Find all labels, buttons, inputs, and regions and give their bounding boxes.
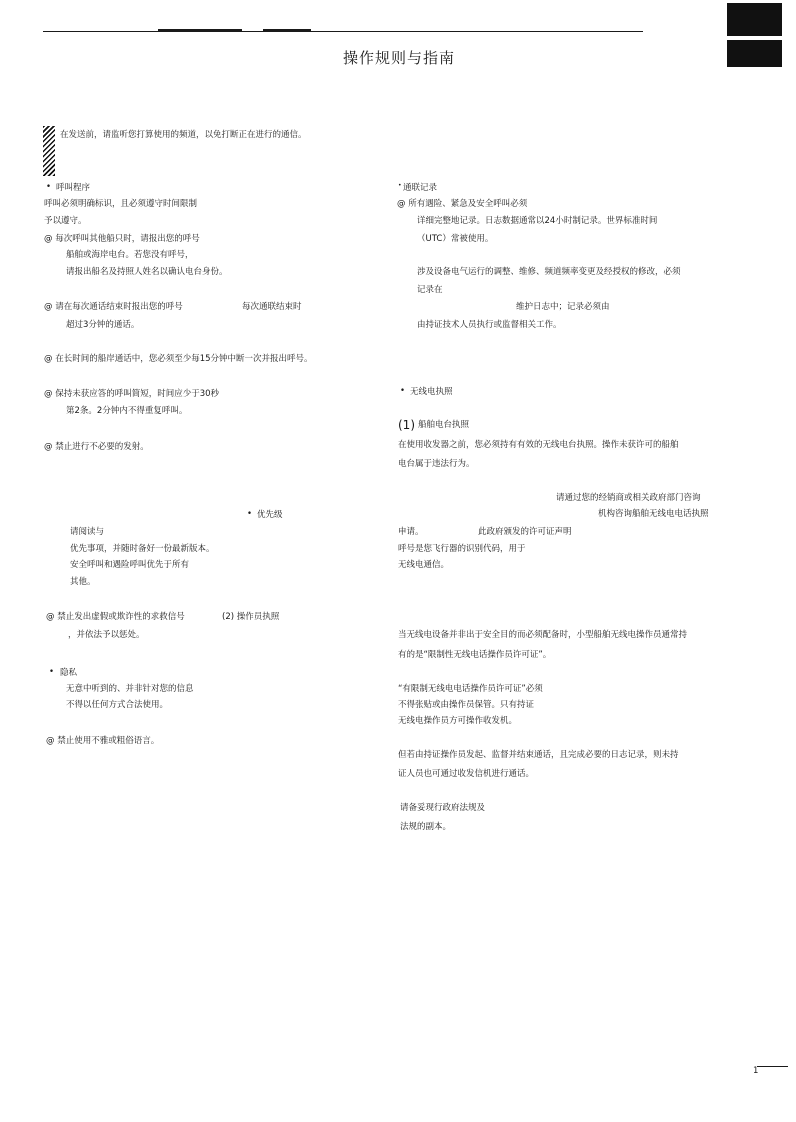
calling-line-9: @ 保持未获应答的呼叫简短，时间应少于30秒	[44, 389, 220, 399]
operator-line-2: 有的是“限制性无线电话操作员许可证”。	[398, 650, 552, 660]
logs-heading: 通联记录	[403, 183, 438, 193]
privacy-line-3: @ 禁止使用不雅或粗俗语言。	[46, 736, 160, 746]
operator-license-heading: (2) 操作员执照	[222, 612, 280, 622]
calling-line-7: 超过3分钟的通话。	[66, 320, 140, 330]
operator-line-5: 无线电操作员方可操作收发机。	[398, 716, 518, 726]
operator-line-1: 当无线电设备并非出于安全目的而必须配备时，小型船舶无线电操作员通常持	[398, 630, 688, 640]
page-number: 1	[753, 1066, 759, 1076]
logs-line-3: （UTC）常被使用。	[417, 234, 494, 244]
license-heading: 无线电执照	[410, 387, 453, 397]
logs-line-5: 记录在	[417, 285, 443, 295]
priority-line-3: 安全呼叫和遇险呼叫优先于所有	[70, 560, 190, 570]
calling-line-5: 请报出船名及持照人姓名以确认电台身份。	[66, 267, 228, 277]
priority-line-4: 其他。	[70, 577, 96, 587]
header-rule-accent-1	[158, 29, 242, 31]
privacy-heading: 隐私	[60, 668, 78, 678]
operator-line-7: 证人员也可通过收发信机进行通话。	[398, 769, 535, 779]
license-line-1: 在使用收发器之前，您必须持有有效的无线电台执照。操作未获许可的船舶	[398, 440, 679, 450]
license-line-5a: 申请。	[398, 527, 424, 537]
bullet-privacy: •	[49, 667, 55, 677]
logs-line-6: 维护日志中；记录必须由	[516, 302, 610, 312]
license-line-4: 机构咨询船舶无线电电话执照	[598, 509, 709, 519]
calling-line-10: 第2条。2分钟内不得重复呼叫。	[66, 406, 188, 416]
section-tab-bottom	[727, 40, 782, 67]
intro-note: 在发送前，请监听您打算使用的频道，以免打断正在进行的通信。	[60, 130, 307, 140]
license-line-6: 呼号是您飞行器的识别代码，用于	[398, 544, 526, 554]
station-license-heading: 船舶电台执照	[418, 420, 470, 430]
license-line-3: 请通过您的经销商或相关政府部门咨询	[556, 493, 701, 503]
priority-line-2: 优先事项，并随时备好一份最新版本。	[70, 544, 215, 554]
calling-line-4: 船舶或海岸电台。若您没有呼号，	[66, 250, 194, 260]
priority-line-5a: @ 禁止发出虚假或欺诈性的求救信号	[46, 612, 185, 622]
page-title: 操作规则与指南	[343, 49, 456, 67]
calling-line-1: 呼叫必须明确标识，且必须遵守时间限制	[44, 199, 198, 209]
calling-line-2: 予以遵守。	[44, 216, 87, 226]
privacy-line-1: 无意中听到的、并非针对您的信息	[66, 684, 194, 694]
bullet-calling: •	[46, 182, 52, 192]
calling-line-6b: 每次通联结束时	[242, 302, 302, 312]
calling-line-8: @ 在长时间的船岸通话中，您必须至少每15分钟中断一次并报出呼号。	[44, 354, 313, 364]
operator-line-8: 请备妥现行政府法规及	[400, 803, 486, 813]
logs-line-1: @ 所有遇险、紧急及安全呼叫必须	[397, 199, 528, 209]
header-rule	[43, 31, 643, 32]
license-line-7: 无线电通信。	[398, 560, 450, 570]
license-line-5b: 此政府颁发的许可证声明	[478, 527, 572, 537]
calling-line-3: @ 每次呼叫其他船只时，请报出您的呼号	[44, 234, 200, 244]
caution-hatch-icon	[43, 126, 55, 176]
station-license-number: (1)	[398, 418, 415, 432]
calling-line-6a: @ 请在每次通话结束时报出您的呼号	[44, 302, 183, 312]
bullet-priority: •	[247, 509, 253, 519]
logs-line-2: 详细完整地记录。日志数据通常以24小时制记录。世界标准时间	[417, 216, 658, 226]
operator-line-6: 但若由持证操作员发起、监督并结束通话，且完成必要的日志记录，则未持	[398, 750, 679, 760]
operator-line-4: 不得张贴或由操作员保管。只有持证	[398, 700, 535, 710]
operator-line-3: “有限制无线电电话操作员许可证”必须	[398, 684, 543, 694]
privacy-line-2: 不得以任何方式合法使用。	[66, 700, 169, 710]
operator-line-9: 法规的副本。	[400, 822, 452, 832]
priority-line-1: 请阅读与	[70, 527, 105, 537]
calling-line-11: @ 禁止进行不必要的发射。	[44, 442, 149, 452]
section-tab-top	[727, 3, 782, 36]
header-rule-accent-2	[263, 29, 311, 31]
logs-line-7: 由持证技术人员执行或监督相关工作。	[417, 320, 562, 330]
bullet-logs: •	[398, 182, 402, 189]
logs-line-4: 涉及设备电气运行的调整、维修、频道频率变更及经授权的修改，必须	[417, 267, 681, 277]
priority-line-6: ，并依法予以惩处。	[68, 630, 145, 640]
license-line-2: 电台属于违法行为。	[398, 459, 475, 469]
calling-heading: 呼叫程序	[56, 183, 91, 193]
bullet-license: •	[400, 386, 406, 396]
footer-rule	[757, 1066, 788, 1067]
priority-heading: 优先级	[257, 510, 283, 520]
